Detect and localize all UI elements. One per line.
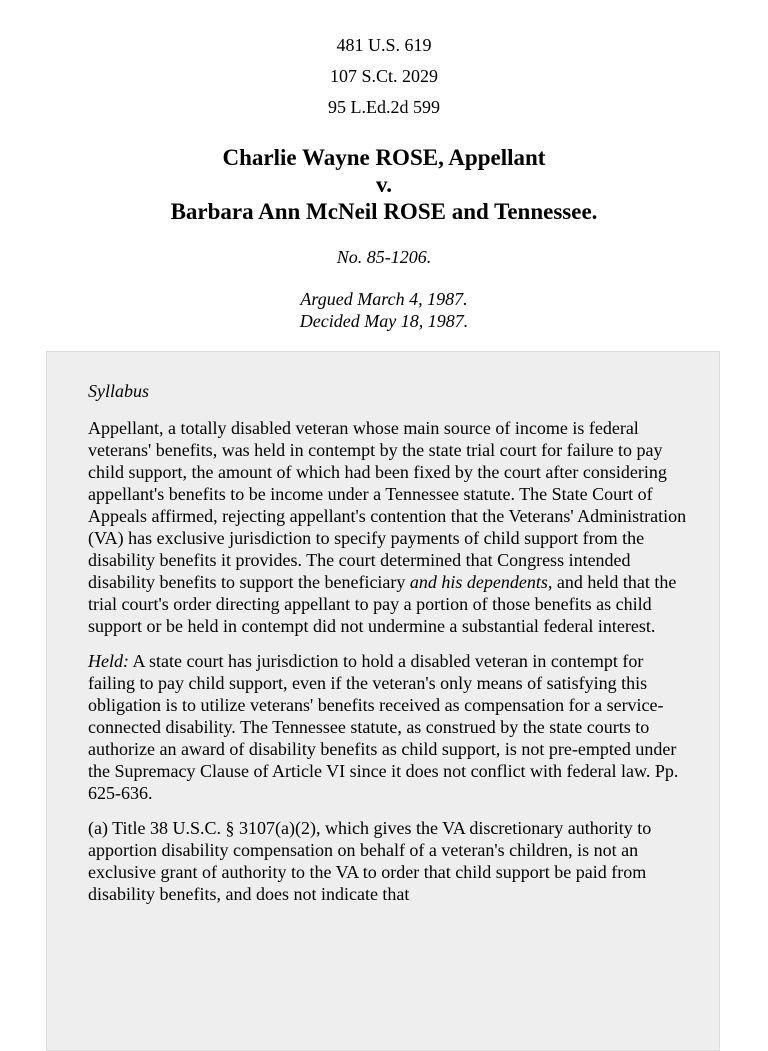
syllabus-paragraph-a: (a) Title 38 U.S.C. § 3107(a)(2), which gives the VA discretionary authority to apportion disability compensation on behalf of a veteran's children, is not an exclusive grant of authority to the VA to order that child support be paid from disability benefits, and does not indicate that: [88, 818, 652, 904]
case-title: [0, 144, 768, 225]
supreme-court-reporter-citation: 107 S.Ct. 2029: [329, 66, 439, 86]
docket-number: No. 85-1206.: [336, 247, 432, 267]
argued-date: Argued March 4, 1987.: [300, 289, 468, 309]
syllabus-paragraph-held: [88, 650, 688, 804]
decided-date: Decided May 18, 1987.: [299, 311, 469, 331]
us-reports-citation: 481 U.S. 619: [336, 35, 432, 55]
syllabus-heading: Syllabus: [88, 381, 149, 401]
syllabus-paragraph-facts: [88, 417, 688, 637]
case-dates: [0, 288, 768, 332]
facts-text-end: and held that the trial court's order directing appellant to pay a portion of those benefits as child support or be held in contempt did not undermine a substantial federal interest.: [88, 572, 677, 636]
facts-text-start: Appellant, a totally disabled veteran whose main source of income is federal veterans' benefits, was held in contempt by the state trial court for failure to pay child support, the amount of which had been fixed by the court after considering appellant's benefits to be income under a Tennessee statute. The State Court of Appeals affirmed, rejecting appellant's contention that the Veterans' Administration (VA) has exclusive jurisdiction to specify payments of child support from the disability benefits it provides. The court determined that Congress intended disability benefits to support the beneficiary: [88, 418, 687, 592]
appellant-name: Charlie Wayne ROSE, Appellant: [222, 145, 546, 170]
held-label: Held:: [88, 651, 129, 671]
appellee-name: Barbara Ann McNeil ROSE and Tennessee.: [170, 199, 598, 224]
lawyers-edition-citation: 95 L.Ed.2d 599: [328, 97, 440, 117]
syllabus-panel: [46, 351, 720, 1051]
versus-label: v.: [376, 172, 392, 197]
syllabus-content: [88, 380, 688, 918]
facts-emphasis: and his dependents,: [409, 572, 553, 592]
held-text: A state court has jurisdiction to hold a disabled veteran in contempt for failing to pay child support, even if the veteran's only means of satisfying this obligation is to utilize veterans' benefits received as compensation for a service-connected disability. The Tennessee statute, as construed by the state courts to authorize an award of disability benefits as child support, is not pre-empted under the Supremacy Clause of Article VI since it does not conflict with federal law. Pp. 625-636.: [88, 651, 679, 803]
citation-block: [0, 34, 768, 127]
